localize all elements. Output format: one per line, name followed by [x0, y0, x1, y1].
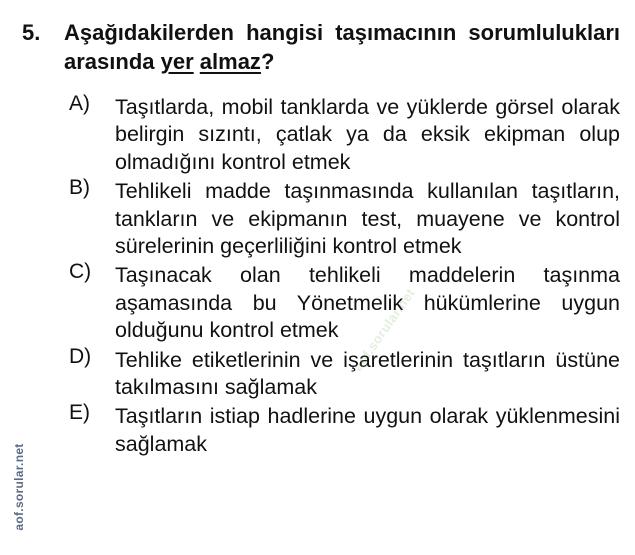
- question-stem-emphasis-yer: yer: [160, 49, 194, 74]
- watermark-side: aof.sorular.net: [12, 443, 26, 531]
- question-header: [22, 18, 620, 76]
- option-c[interactable]: [69, 262, 620, 344]
- option-text: Taşıtların istiap hadlerine uygun olarak yüklenmesini sağlamak: [115, 404, 620, 456]
- option-letter: B): [69, 176, 90, 200]
- question-stem: [64, 18, 620, 76]
- option-text: Taşınacak olan tehlikeli maddelerin taşınma aşamasında bu Yönetmelik hükümlerine uygun olduğunu kontrol etmek: [115, 263, 620, 343]
- option-d[interactable]: [69, 344, 620, 402]
- question-stem-end: ?: [260, 49, 275, 74]
- question-block: [22, 18, 620, 460]
- option-letter: C): [69, 260, 92, 284]
- option-text: Taşıtlarda, mobil tanklarda ve yüklerde görsel olarak belirgin sızıntı, çatlak ya da eksik ekipman olup olmadığını kontrol etmek: [115, 95, 620, 174]
- option-letter: D): [69, 344, 92, 368]
- answer-options: [22, 94, 620, 458]
- question-stem-text: Aşağıdakilerden hangisi taşımacının sorumlulukları arasında: [64, 20, 620, 74]
- option-e[interactable]: [69, 403, 620, 458]
- option-text: Tehlike etiketlerinin ve işaretlerinin taşıtların üstüne takılmasını sağlamak: [115, 347, 620, 400]
- option-text: Tehlikeli madde taşınmasında kullanılan taşıtların, tankların ve ekipmanın test, muayene ve kontrol sürelerinin geçerliliğini kontrol etmek: [115, 179, 620, 259]
- question-stem-emphasis-almaz: almaz: [199, 49, 261, 74]
- option-b[interactable]: [69, 178, 620, 260]
- question-number: 5.: [22, 20, 41, 45]
- option-a[interactable]: [69, 94, 620, 176]
- watermark-center: aof.sorular.net: [350, 285, 418, 374]
- option-letter: E): [69, 401, 90, 425]
- option-letter: A): [69, 92, 90, 115]
